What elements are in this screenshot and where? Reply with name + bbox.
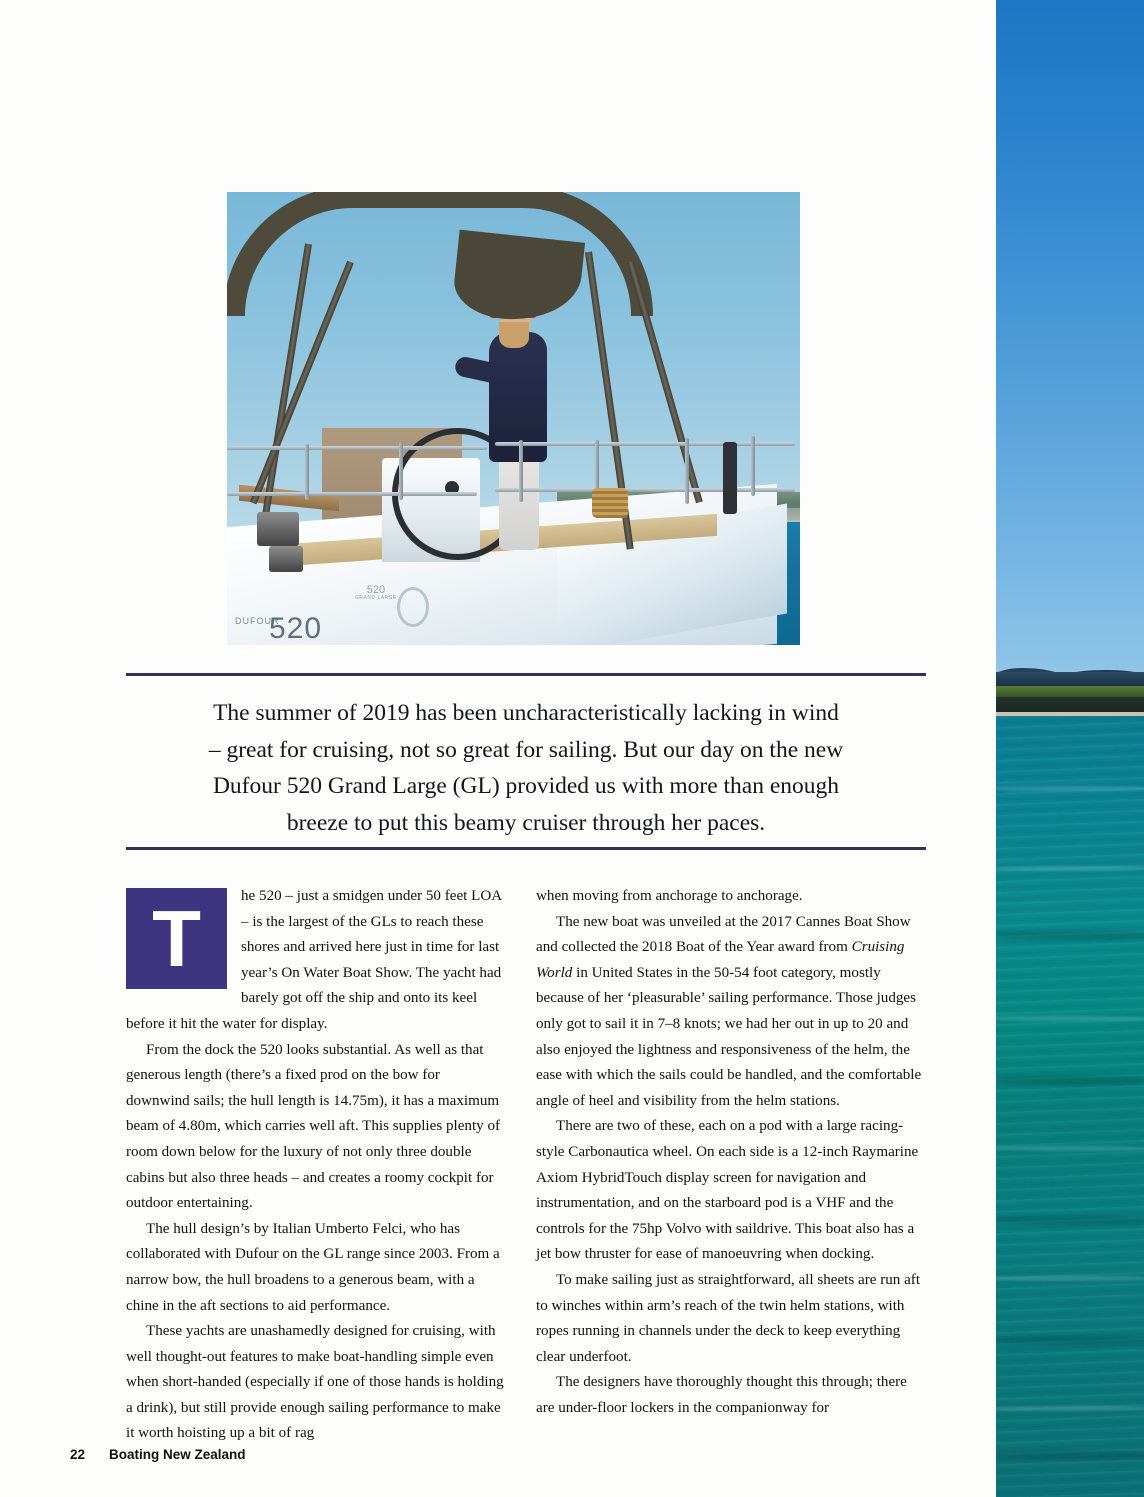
drop-cap: T	[126, 888, 227, 989]
hero-guardrail-upper-right	[495, 442, 795, 446]
paragraph-7: There are two of these, each on a pod with a large racing-style Carbonautica wheel. On each side is a 12-inch Raymarine Axiom HybridTouch display screen for navigation and instrumentation, and on the starboard pod is a VHF and the controls for the 75hp Volvo with saildrive. This boat also has a jet bow thruster for ease of manoeuvring when docking.	[536, 1118, 919, 1263]
hero-hull-model: 520	[269, 612, 323, 645]
paragraph-3: The hull design’s by Italian Umberto Felci, who has collaborated with Dufour on the GL range since 2003. From a narrow bow, the hull broadens to a generous beam, with a chine in the aft sections to aid performance.	[126, 1220, 500, 1314]
publication-name: Boating New Zealand	[109, 1447, 246, 1462]
paragraph-2: From the dock the 520 looks substantial. As well as that generous length (there’s a fixed prod on the bow for downwind sails; the hull length is 14.75m), it has a maximum beam of 4.80m, which carries well aft. This supplies plenty of room down below for the luxury of not only three double cabins but also three heads – and creates a roomy cockpit for outdoor entertaining.	[126, 1041, 501, 1212]
paragraph-6	[536, 910, 924, 1115]
edge-sky	[996, 0, 1144, 686]
hero-hull-fitting	[397, 587, 429, 627]
hero-stern-fitting	[723, 442, 737, 514]
page-footer	[70, 1447, 246, 1462]
edge-cliff	[996, 697, 1144, 713]
standfirst-line-2: – great for cruising, not so great for sailing. But our day on the new	[208, 736, 844, 763]
paragraph-9: The designers have thoroughly thought this through; there are under-floor lockers in the companionway for	[536, 1374, 907, 1416]
hero-stanchion-2	[399, 442, 403, 500]
body-column-right	[536, 884, 924, 1421]
hero-winch-lower	[269, 546, 303, 572]
hero-stanchion-3	[519, 440, 523, 502]
hero-sailor-hair	[499, 322, 529, 348]
standfirst-line-1: The summer of 2019 has been uncharacteristically lacking in wind	[213, 700, 839, 726]
hero-photo	[227, 192, 800, 645]
standfirst-line-4: breeze to put this beamy cruiser through her paces.	[286, 809, 766, 836]
hero-pushpit	[751, 436, 755, 496]
edge-sea	[996, 716, 1144, 1497]
paragraph-5: when moving from anchorage to anchorage.	[536, 888, 803, 904]
standfirst-line-3: Dufour 520 Grand Large (GL) provided us with more than enough	[212, 773, 840, 799]
paragraph-6-part-b: in United States in the 50-54 foot category, mostly because of her ‘pleasurable’ sailing performance. Those judges only got to sail it in 7–8 knots; we had her out in up to 20 and also enjoyed the lightness and responsiveness of the helm, the ease with which the sails could be handled, and the comfortable angle of heel and visibility from the helm stations.	[536, 964, 922, 1109]
hero-guardrail-upper-left	[227, 446, 487, 450]
standfirst	[126, 695, 926, 841]
edge-photo-strip	[996, 0, 1144, 1497]
hero-guardrail-lower-left	[227, 492, 477, 496]
hero-stanchion-5	[685, 438, 689, 504]
hero-hull-brand: DUFOUR	[235, 616, 280, 626]
body-column-left	[126, 884, 507, 1447]
hero-badge-model: 520	[366, 584, 386, 596]
magazine-title-italic: Cruising World	[536, 939, 905, 981]
hero-badge-sub: GRAND LARGE	[355, 595, 397, 602]
rule-above-standfirst	[126, 673, 926, 676]
hero-coiled-rope	[592, 488, 628, 518]
paragraph-6-part-a: The new boat was unveiled at the 2017 Cannes Boat Show and collected the 2018 Boat of the Year award from	[536, 913, 911, 956]
hero-stanchion-1	[305, 444, 309, 500]
rule-below-standfirst	[126, 847, 926, 850]
paragraph-1: he 520 – just a smidgen under 50 feet LOA – is the largest of the GLs to reach these shores and arrived here just in time for last year’s On Water Boat Show. The yacht had barely got off the ship and onto its keel before it hit the water for display.	[126, 888, 502, 1032]
hero-winch-left	[257, 512, 299, 546]
paragraph-4: These yachts are unashamedly designed for cruising, with well thought-out features to make boat-handling simple even when short-handed (especially if one of those hands is holding a drink), but still provide enough sailing performance to make it worth hoisting up a bit of rag	[126, 1323, 504, 1442]
hero-guardrail-lower-right	[495, 488, 795, 492]
hero-hull-badge	[355, 584, 397, 602]
page-number: 22	[70, 1447, 86, 1462]
paragraph-8: To make sailing just as straightforward, all sheets are run aft to winches within arm’s reach of the twin helm stations, with ropes running in channels under the deck to keep everything clear underfoot.	[536, 1271, 921, 1365]
